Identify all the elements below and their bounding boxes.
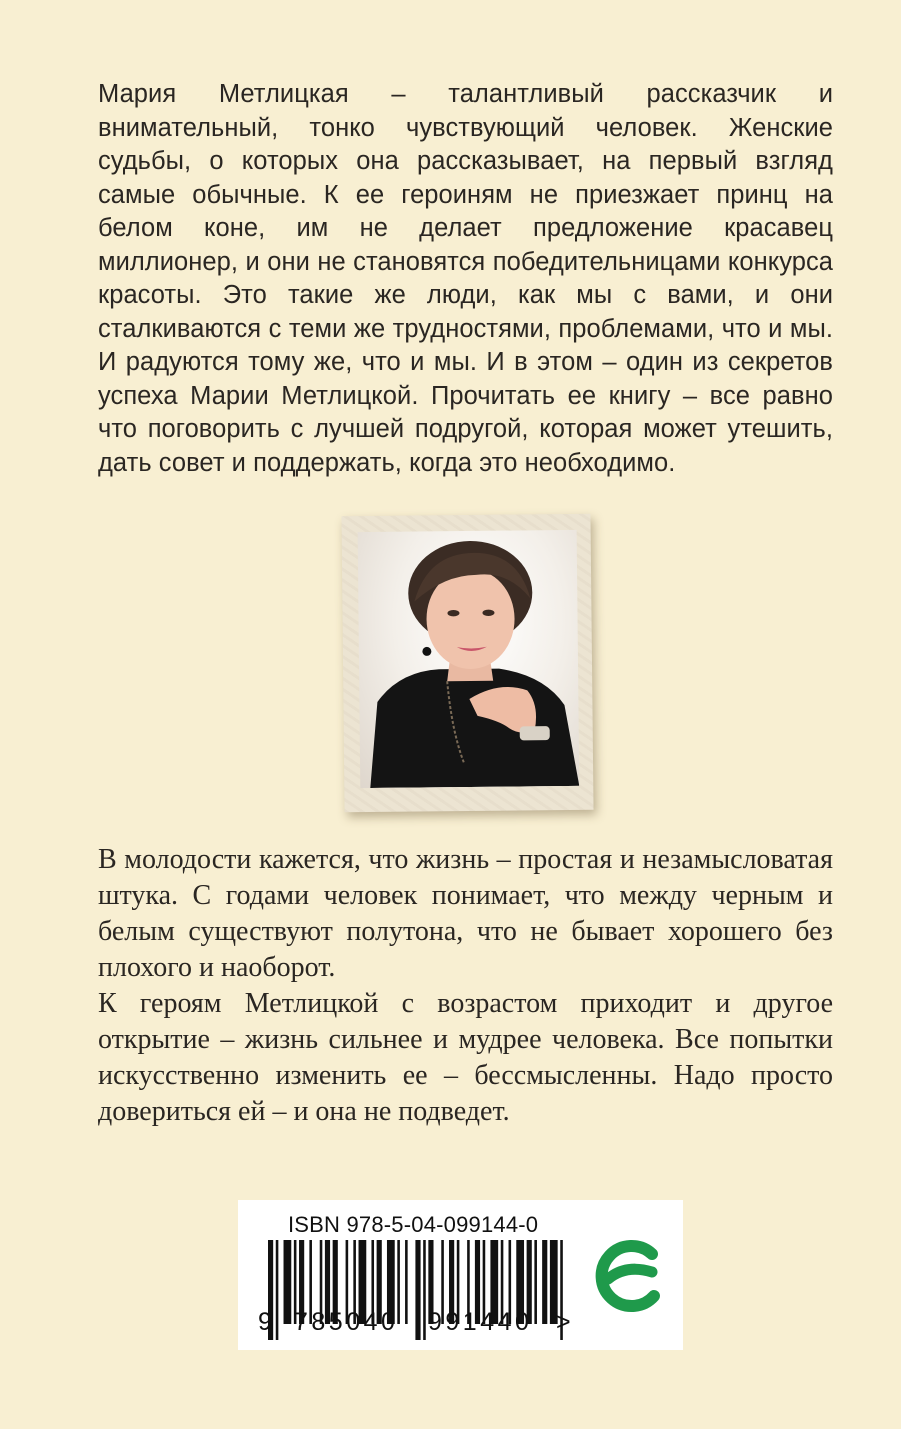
author-description: Мария Метлицкая – талантливый рассказчик и внимательный, тонко чувствующий человек. Женские судьбы, о которых она рассказывает, на первый взгляд самые обычные. К ее героиням не приезжает принц на белом коне, им не делает предложение красавец миллионер, и они не становятся победительницами конкурса красоты. Это такие же люди, как мы с вами, и они сталкиваются с теми же трудностями, проблемами, что и мы. И радуются тому же, что и мы. И в этом – один из секретов успеха Марии Метлицкой. Прочитать ее книгу – все равно что поговорить с лучшей подругой, которая может утешить, дать совет и поддержать, когда это необходимо. xyxy=(98,80,833,477)
barcode-panel xyxy=(238,1200,683,1350)
barcode-bar xyxy=(415,1240,420,1340)
author-portrait xyxy=(358,530,580,788)
story-blurb xyxy=(98,842,833,1130)
barcode-digits-right: 991440 xyxy=(428,1308,533,1336)
barcode-bar xyxy=(423,1240,426,1340)
barcode-bar xyxy=(276,1240,279,1340)
barcode-digit-first: 9 xyxy=(258,1308,272,1336)
isbn-label: ISBN 978-5-04-099144-0 xyxy=(288,1212,539,1237)
barcode-bar xyxy=(284,1240,292,1324)
barcode-quiet-mark: > xyxy=(556,1308,571,1336)
story-paragraph: В молодости кажется, что жизнь – простая и незамысловатая штука. С годами человек понимает, что между черным и белым существуют полутона, что не бывает хорошего без плохого и наоборот. xyxy=(98,844,833,983)
story-paragraph: К героям Метлицкой с возрастом приходит и другое открытие – жизнь сильнее и мудрее человека. Все попытки искусственно изменить ее – бессмысленны. Надо просто довериться ей – и она не подведет. xyxy=(98,988,833,1127)
barcode-bar xyxy=(534,1240,537,1324)
author-photo-frame xyxy=(341,514,593,813)
barcode-digits-left: 785040 xyxy=(294,1308,399,1336)
barcode-bar xyxy=(405,1240,408,1324)
eksmo-e-logo-icon xyxy=(586,1224,666,1328)
barcode-bar xyxy=(542,1240,547,1324)
